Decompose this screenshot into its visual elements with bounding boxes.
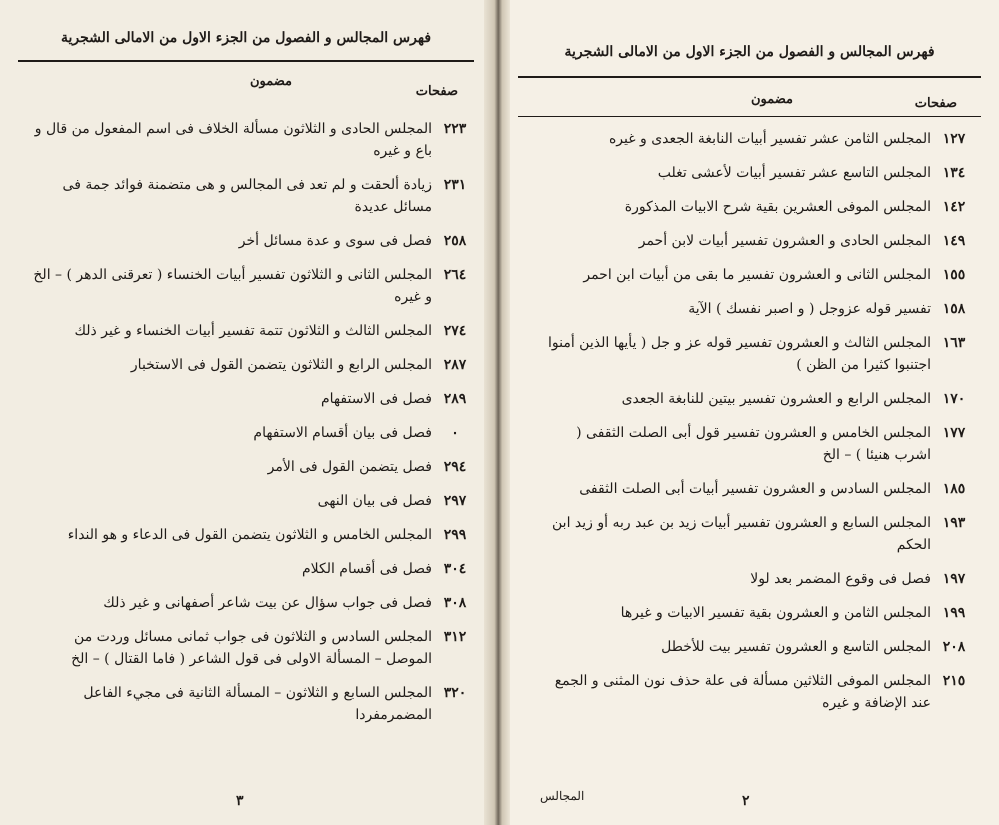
entry-page-number: ١٧٠ xyxy=(942,391,966,407)
entry-title: فصل فى جواب سؤال عن بيت شاعر أصفهانى و غير ذلك xyxy=(103,595,432,611)
entry-title: المجلس الحادى و الثلاثون مسألة الخلاف فى اسم المفعول من قال و باع و غيره xyxy=(34,121,432,159)
entry-page-number: ٢١٥ xyxy=(942,673,966,689)
index-entry xyxy=(528,298,977,320)
book-gutter xyxy=(484,0,510,825)
header-rule xyxy=(518,76,981,78)
entry-page-number: ١٧٧ xyxy=(942,425,966,441)
entry-title: المجلس الحادى و العشرون تفسير أبيات لابن أحمر xyxy=(638,233,931,249)
entry-title: المجلس التاسع و العشرون تفسير بيت للأخطل xyxy=(661,639,931,655)
entry-title: المجلس السادس و العشرون تفسير أبيات أبى الصلت الثقفى xyxy=(579,481,931,497)
index-entry xyxy=(528,388,977,410)
entry-title: فصل فى الاستفهام xyxy=(321,391,432,407)
entry-page-number: ٠ xyxy=(451,425,459,441)
entry-page-number: ٢٩٩ xyxy=(443,527,467,543)
entry-page-number: ٢٣١ xyxy=(443,177,467,193)
index-entry xyxy=(22,388,478,410)
entry-title: المجلس الخامس و الثلاثون يتضمن القول فى الدعاء و هو النداء xyxy=(67,527,432,543)
entry-page-number: ٣١٢ xyxy=(443,629,467,645)
entry-page-number: ١٥٥ xyxy=(942,267,966,283)
entry-title: المجلس السابع و الثلاثون – المسألة الثانية فى مجيء الفاعل المضمرمفردا xyxy=(83,685,432,723)
entry-title: تفسير قوله عزوجل ( و اصبر نفسك ) الآية xyxy=(688,301,931,317)
index-entry xyxy=(22,456,478,478)
entry-title: فصل فى أقسام الكلام xyxy=(301,561,432,577)
entry-title: فصل فى وقوع المضمر بعد لولا xyxy=(750,571,931,587)
entry-page-number: ٢٦٤ xyxy=(443,267,467,283)
index-entry xyxy=(528,602,977,624)
index-entry xyxy=(528,264,977,286)
entry-title: فصل يتضمن القول فى الأمر xyxy=(267,459,432,475)
index-entry xyxy=(22,354,478,376)
entry-page-number: ٢٥٨ xyxy=(443,233,467,249)
page-header: فهرس المجالس و الفصول من الجزء الاول من الامالى الشجرية xyxy=(60,30,432,46)
index-list xyxy=(500,128,999,726)
entry-title: المجلس الرابع و العشرون تفسير بيتين للنابغة الجعدى xyxy=(621,391,931,407)
entry-page-number: ١٨٥ xyxy=(942,481,966,497)
entry-page-number: ١٣٤ xyxy=(942,165,966,181)
entry-page-number: ١٩٧ xyxy=(942,571,966,587)
entry-page-number: ١٢٧ xyxy=(942,131,966,147)
index-entry xyxy=(22,626,478,670)
column-header-content: مضمون xyxy=(249,74,292,89)
column-header-content: مضمون xyxy=(750,92,793,107)
index-entry xyxy=(22,682,478,726)
right-page xyxy=(500,0,999,825)
entry-page-number: ٣٢٠ xyxy=(443,685,467,701)
index-entry xyxy=(22,174,478,218)
entry-page-number: ١٥٨ xyxy=(942,301,966,317)
entry-title: المجلس السابع و العشرون تفسير أبيات زيد بن عبد ربه أو زيد ابن الحكم xyxy=(552,515,931,553)
entry-page-number: ٢٨٩ xyxy=(443,391,467,407)
index-entry xyxy=(528,230,977,252)
entry-title: المجلس السادس و الثلاثون فى جواب ثمانى مسائل وردت من الموصل – المسألة الاولى فى قول الشاعر ( فاما القتال ) – الخ xyxy=(71,629,432,667)
page-header: فهرس المجالس و الفصول من الجزء الاول من الامالى الشجرية xyxy=(564,44,935,60)
index-entry xyxy=(22,320,478,342)
entry-title: المجلس الثامن و العشرون بقية تفسير الابيات و غيرها xyxy=(620,605,931,621)
entry-page-number: ٢٧٤ xyxy=(443,323,467,339)
entry-title: زيادة ألحقت و لم تعد فى المجالس و هى متضمنة فوائد جمة فى مسائل عديدة xyxy=(62,177,432,215)
entry-title: المجلس الثانى و الثلاثون تفسير أبيات الخنساء ( تعرقنى الدهر ) – الخ و غيره xyxy=(33,267,432,305)
entry-title: المجلس الثانى و العشرون تفسير ما بقى من أبيات ابن احمر xyxy=(583,267,931,283)
left-page xyxy=(0,0,492,825)
index-entry xyxy=(22,422,478,444)
entry-title: المجلس الخامس و العشرون تفسير قول أبى الصلت الثقفى ( اشرب هنيئا ) – الخ xyxy=(576,425,931,463)
index-entry xyxy=(528,332,977,376)
index-entry xyxy=(528,128,977,150)
index-entry xyxy=(528,162,977,184)
index-entry xyxy=(22,264,478,308)
entry-page-number: ١٩٣ xyxy=(942,515,966,531)
entry-page-number: ٢٢٣ xyxy=(443,121,467,137)
entry-page-number: ٢٠٨ xyxy=(942,639,966,655)
index-entry xyxy=(528,568,977,590)
index-entry xyxy=(528,422,977,466)
entry-title: فصل فى بيان النهى xyxy=(317,493,432,509)
page-number: ٣ xyxy=(236,793,244,809)
index-entry xyxy=(22,490,478,512)
entry-title: المجلس الموفى العشرين بقية شرح الابيات المذكورة xyxy=(624,199,931,215)
entry-page-number: ٣٠٨ xyxy=(443,595,467,611)
entry-title: المجلس الرابع و الثلاثون يتضمن القول فى الاستخبار xyxy=(130,357,432,373)
entry-page-number: ٢٩٤ xyxy=(443,459,467,475)
index-entry xyxy=(528,670,977,714)
catchword: المجالس xyxy=(540,789,585,803)
index-list xyxy=(0,118,492,738)
entry-page-number: ٣٠٤ xyxy=(443,561,467,577)
index-entry xyxy=(22,592,478,614)
column-header-pages: صفحات xyxy=(914,96,957,111)
index-entry xyxy=(22,558,478,580)
entry-title: المجلس التاسع عشر تفسير أبيات لأعشى تغلب xyxy=(657,165,931,181)
column-header-rule xyxy=(518,116,981,117)
index-entry xyxy=(528,636,977,658)
entry-title: فصل فى سوى و عدة مسائل أخر xyxy=(238,233,432,249)
header-rule xyxy=(18,60,474,62)
index-entry xyxy=(528,512,977,556)
entry-page-number: ٢٩٧ xyxy=(443,493,467,509)
entry-title: المجلس الثالث و العشرون تفسير قوله عز و جل ( يأيها الذين أمنوا اجتنبوا كثيرا من الظن ) xyxy=(548,335,931,373)
index-entry xyxy=(528,478,977,500)
entry-title: المجلس الثامن عشر تفسير أبيات النابغة الجعدى و غيره xyxy=(608,131,931,147)
entry-title: المجلس الثالث و الثلاثون تتمة تفسير أبيات الخنساء و غير ذلك xyxy=(74,323,432,339)
column-header-pages: صفحات xyxy=(415,84,458,99)
entry-page-number: ١٤٩ xyxy=(942,233,966,249)
entry-page-number: ١٩٩ xyxy=(942,605,966,621)
page-number: ٢ xyxy=(742,793,750,809)
entry-page-number: ٢٨٧ xyxy=(443,357,467,373)
index-entry xyxy=(528,196,977,218)
entry-title: فصل فى بيان أقسام الاستفهام xyxy=(253,425,432,441)
entry-page-number: ١٤٢ xyxy=(942,199,966,215)
entry-title: المجلس الموفى الثلاثين مسألة فى علة حذف نون المثنى و الجمع عند الإضافة و غيره xyxy=(554,673,931,711)
index-entry xyxy=(22,230,478,252)
entry-page-number: ١٦٣ xyxy=(942,335,966,351)
index-entry xyxy=(22,118,478,162)
index-entry xyxy=(22,524,478,546)
